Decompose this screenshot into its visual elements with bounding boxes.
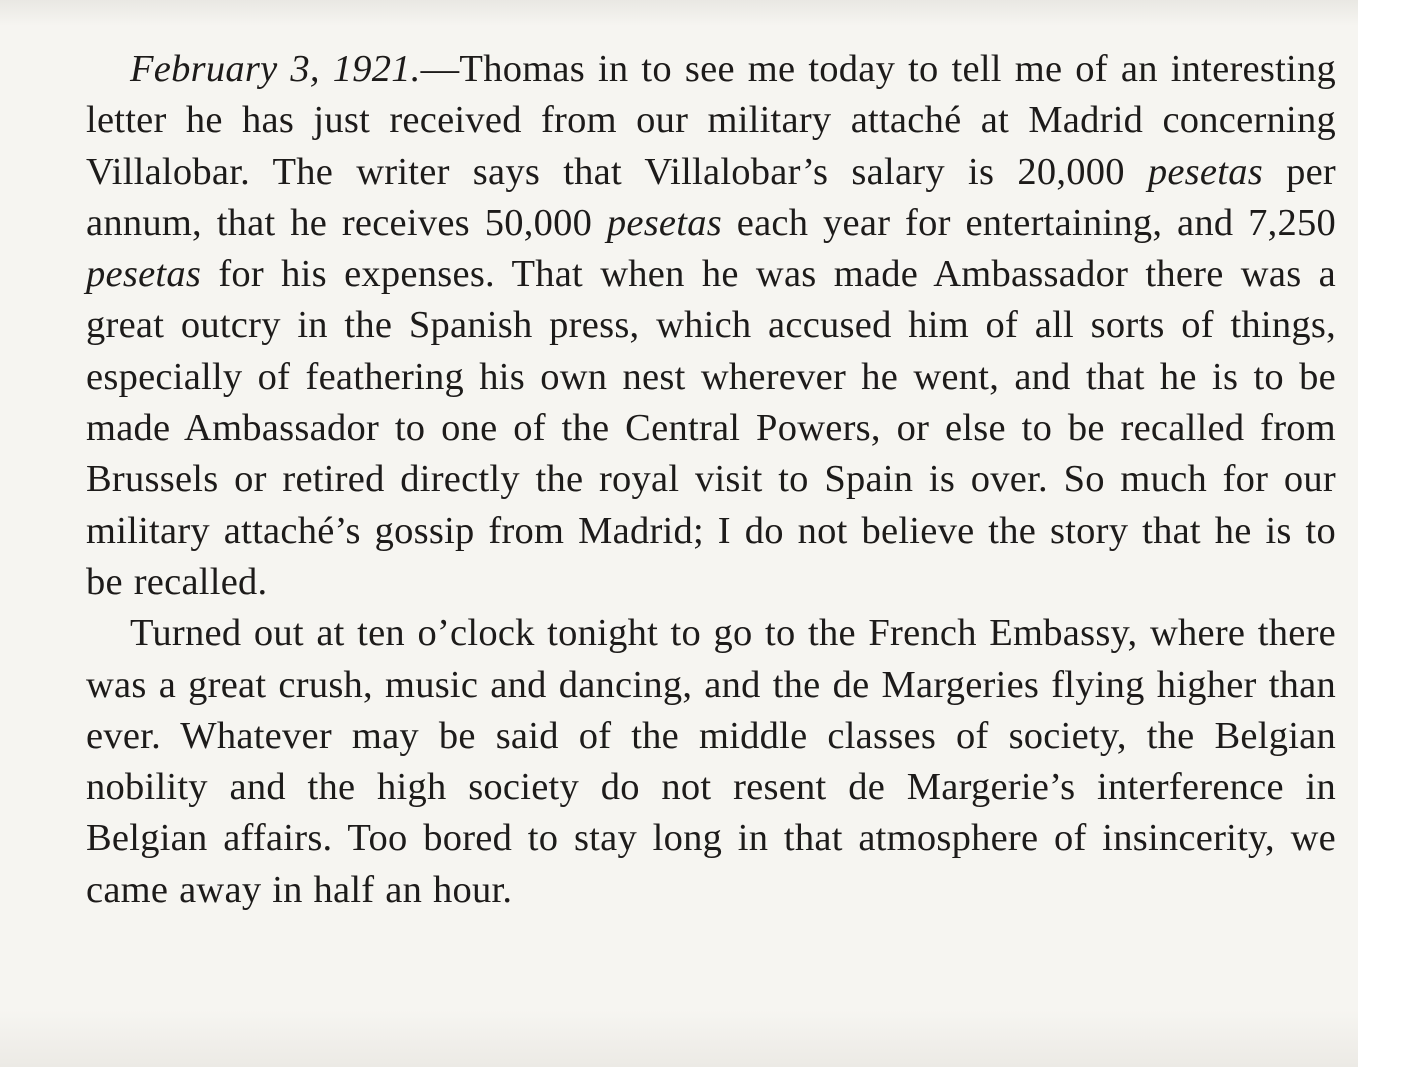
page-edge [1358, 0, 1402, 1067]
diary-text-column [86, 44, 1336, 916]
top-bleed-through [0, 0, 1358, 26]
text-run: per annum, that he receives 50,000 [86, 150, 1336, 244]
text-run: Turned out at ten o’clock tonight to go to the French Embassy, where there was a great crush, music and dancing, and the de Margeries flying higher than ever. Whatever may be said of the middle classes of society, the Belgian nobility and the high society do not resent de Margerie’s interference in Belgian affairs. Too bored to stay long in that atmosphere of insincerity, we came away in half an hour. [86, 612, 1336, 911]
diary-paragraph-2 [86, 608, 1336, 916]
italic-term: pesetas [86, 253, 202, 296]
entry-date: February 3, 1921. [130, 48, 421, 90]
bottom-bleed-through [0, 1010, 1358, 1067]
diary-paragraph-1 [86, 44, 1336, 608]
text-run: for his expenses. That when he was made Ambassador there was a great outcry in the Spanish press, which accused him of all sorts of things, especially of feathering his own nest wherever he went, and that he is to be made Ambassador to one of the Central Powers, or else to be recalled from Brussels or retired directly the royal visit to Spain is over. So much for our military attaché’s gossip from Madrid; I do not believe the story that he is to be recalled. [86, 253, 1336, 603]
text-run: each year for entertaining, and 7,250 [721, 201, 1336, 244]
text-run: —Thomas in to see me today to tell me of an interesting letter he has just received from our military attaché at Madrid concerning Villalobar. The writer says that Villalobar’s salary is 20,000 [86, 48, 1336, 193]
italic-term: pesetas [1147, 150, 1263, 193]
italic-term: pesetas [606, 201, 722, 244]
